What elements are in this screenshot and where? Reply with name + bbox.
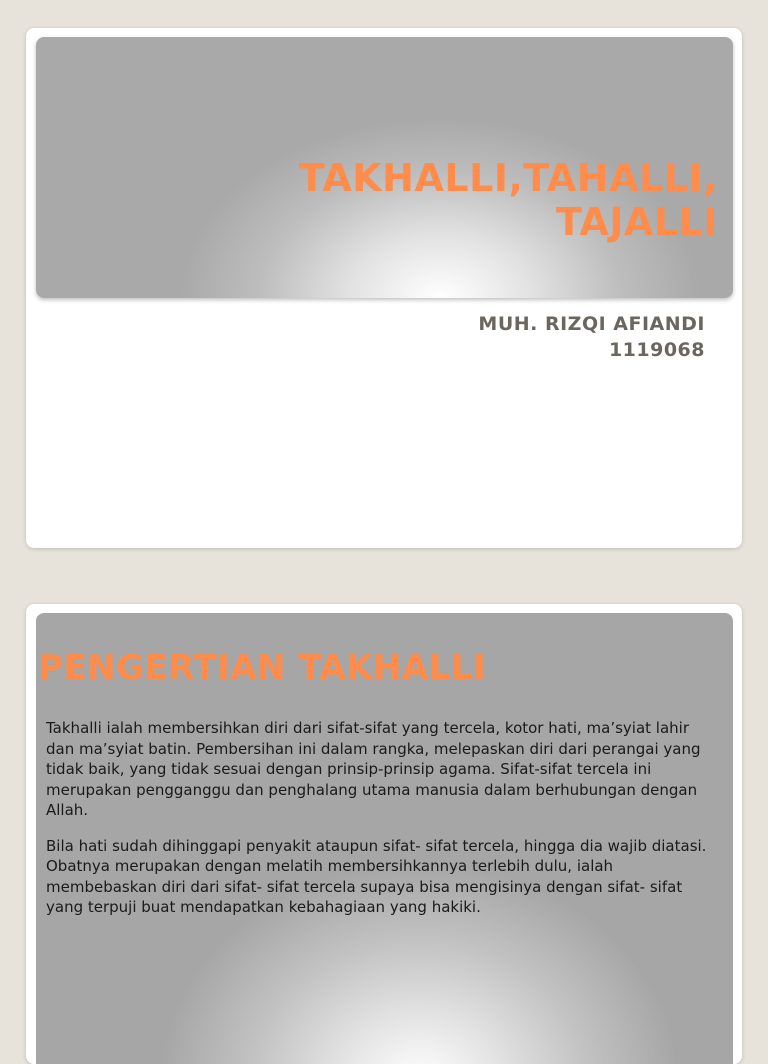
main-title-line-2: TAJALLI bbox=[556, 200, 718, 244]
main-title-line-1: TAKHALLI,TAHALLI, bbox=[298, 156, 718, 200]
title-slide bbox=[26, 28, 742, 548]
slide-heading: PENGERTIAN TAKHALLI bbox=[38, 648, 487, 688]
student-id: 1119068 bbox=[608, 339, 705, 361]
content-slide bbox=[26, 604, 742, 1064]
author-name: MUH. RIZQI AFIANDI bbox=[478, 313, 705, 335]
paragraph-1: Takhalli ialah membersihkan diri dari sifat-sifat yang tercela, kotor hati, ma’syiat lahir dan ma’syiat batin. Pembersihan ini dalam rangka, melepaskan diri dari perangai yang tidak baik, yang tidak sesuai dengan prinsip-prinsip agama. Sifat-sifat tercela ini merupakan pengganggu dan penghalang utama manusia dalam berhubungan dengan Allah. bbox=[46, 719, 701, 819]
slide-body bbox=[46, 718, 716, 933]
paragraph-2: Bila hati sudah dihinggapi penyakit ataupun sifat- sifat tercela, hingga dia wajib diatasi. Obatnya merupakan dengan melatih membersihkannya terlebih dulu, ialah membebaskan diri dari sifat- sifat tercela supaya bisa mengisinya dengan sifat- sifat yang terpuji buat mendapatkan kebahagiaan yang hakiki. bbox=[46, 836, 707, 916]
main-title bbox=[299, 156, 718, 244]
author-block bbox=[478, 311, 705, 363]
